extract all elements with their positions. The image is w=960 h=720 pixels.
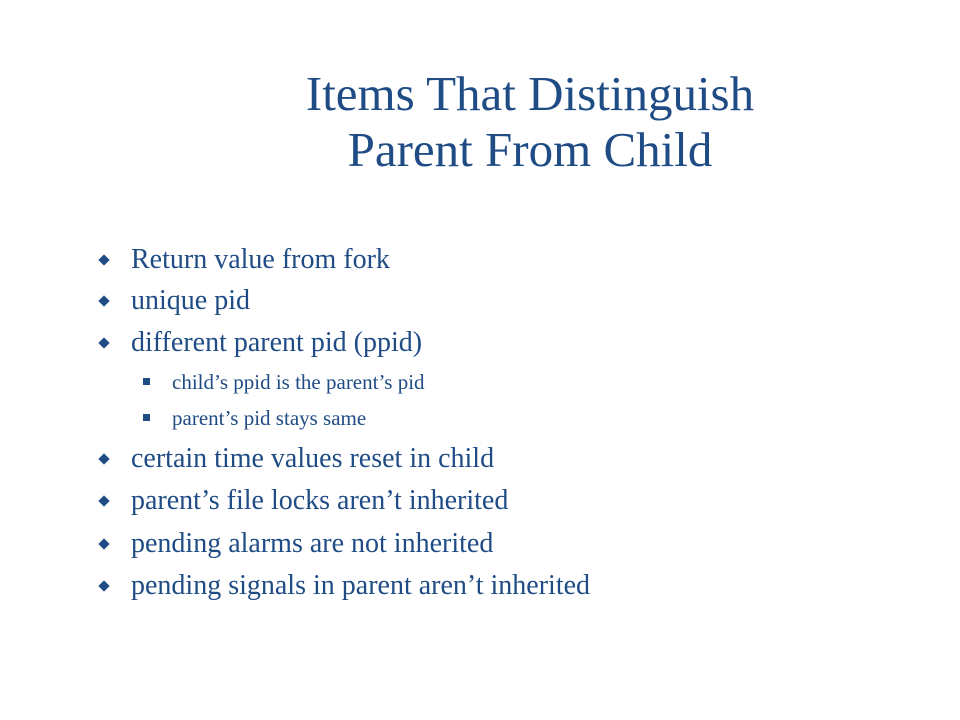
sub-bullet-text: child’s ppid is the parent’s pid [172,370,425,394]
diamond-bullet-icon [99,255,109,265]
bullet-text: Return value from fork [131,244,390,275]
sub-bullet-text: parent’s pid stays same [172,406,367,430]
bullet-text: parent’s file locks aren’t inherited [131,485,509,516]
slide-title-line-2: Parent From Child [347,122,713,177]
bullet-text: unique pid [131,285,250,316]
diamond-bullet-icon [99,338,109,348]
diamond-bullet-icon [99,454,109,464]
slide-title-line-1: Items That Distinguish [305,66,755,121]
bullet-text: pending alarms are not inherited [131,528,494,559]
diamond-bullet-icon [99,539,109,549]
diamond-bullet-icon [99,296,109,306]
square-bullet-icon [143,378,150,385]
bullet-text: certain time values reset in child [131,443,495,474]
bullet-text: pending signals in parent aren’t inherited [131,570,591,601]
bullet-text: different parent pid (ppid) [131,327,423,358]
diamond-bullet-icon [99,581,109,591]
diamond-bullet-icon [99,496,109,506]
square-bullet-icon [143,414,150,421]
